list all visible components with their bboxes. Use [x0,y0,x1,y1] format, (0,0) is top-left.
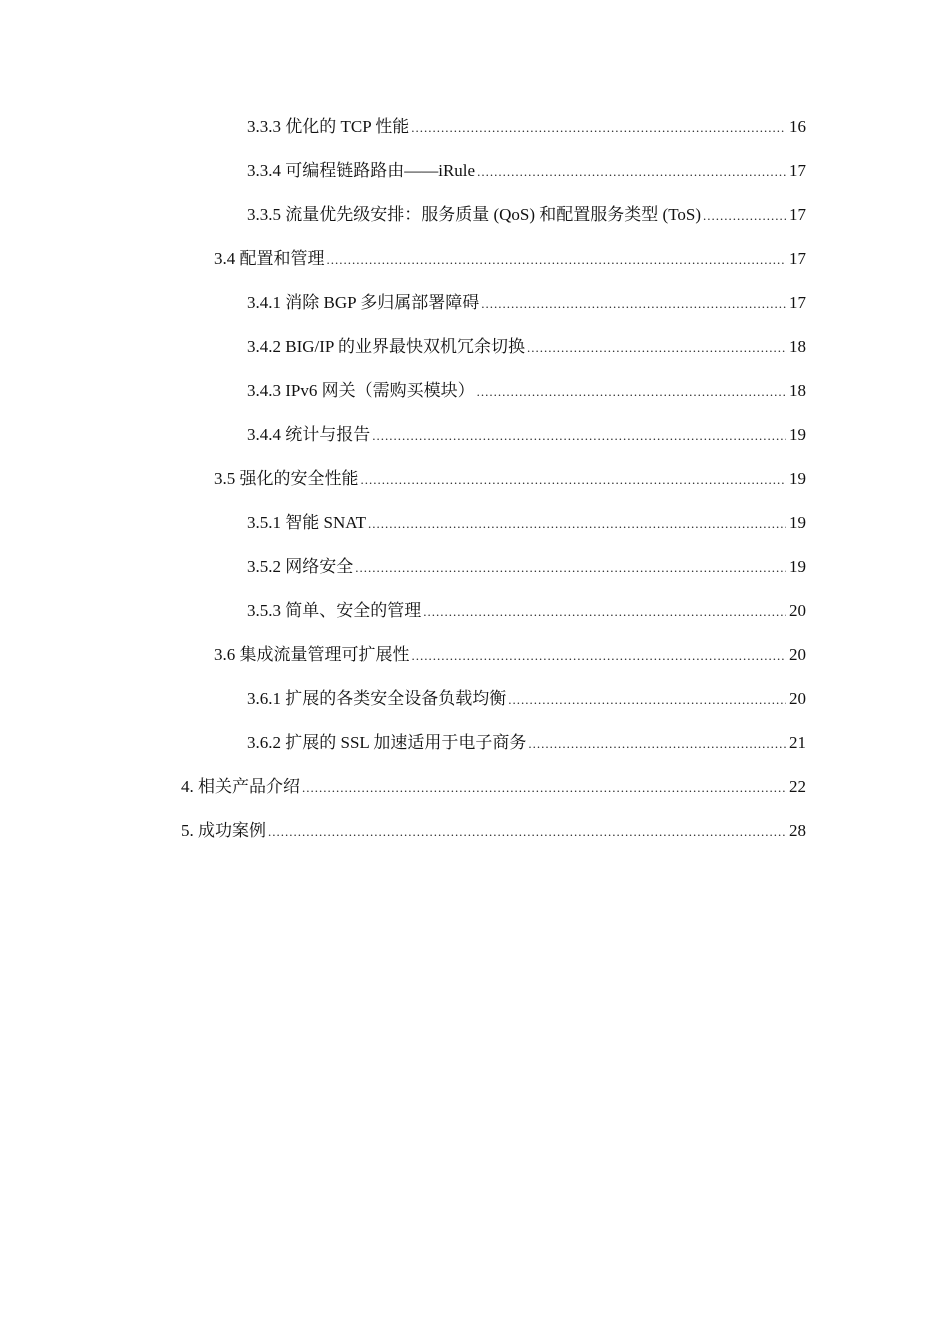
toc-entry-3-4[interactable] [214,246,806,272]
toc-entry-page: 20 [789,645,806,664]
toc-entry-3-5-1[interactable] [247,510,806,536]
toc-leader-dots [302,775,786,801]
toc-entry-label: 3.4.4 统计与报告 [247,425,371,444]
toc-entry-3-6-1[interactable] [247,686,806,712]
toc-entry-label: 3.5.3 简单、安全的管理 [247,601,422,620]
toc-leader-dots [477,379,786,405]
toc-entry-4[interactable] [181,774,806,800]
toc-leader-dots [423,599,786,625]
toc-entry-page: 16 [789,117,806,136]
toc-entry-page: 19 [789,469,806,488]
toc-leader-dots [355,555,786,581]
toc-entry-label: 3.5 强化的安全性能 [214,469,359,488]
toc-leader-dots [508,687,786,713]
toc-leader-dots [481,291,786,317]
toc-entry-label: 3.4.1 消除 BGP 多归属部署障碍 [247,293,480,312]
toc-entry-label: 5. 成功案例 [181,821,266,840]
toc-entry-label: 3.6 集成流量管理可扩展性 [214,645,410,664]
toc-entry-3-3-5[interactable] [247,202,806,228]
toc-leader-dots [372,423,786,449]
toc-entry-label: 3.4 配置和管理 [214,249,325,268]
toc-entry-page: 19 [789,425,806,444]
toc-entry-page: 18 [789,337,806,356]
toc-leader-dots [527,335,786,361]
toc-entry-page: 17 [789,249,806,268]
toc-leader-dots [528,731,786,757]
toc-entry-3-6-2[interactable] [247,730,806,756]
toc-entry-3-3-4[interactable] [247,158,806,184]
toc-leader-dots [412,643,787,669]
toc-entry-label: 3.5.1 智能 SNAT [247,513,367,532]
toc-entry-page: 28 [789,821,806,840]
toc-entry-label: 3.6.1 扩展的各类安全设备负载均衡 [247,689,507,708]
toc-entry-3-6[interactable] [214,642,806,668]
toc-leader-dots [411,115,786,141]
toc-entry-3-4-2[interactable] [247,334,806,360]
toc-entry-page: 20 [789,601,806,620]
toc-entry-label: 3.3.5 流量优先级安排：服务质量 (QoS) 和配置服务类型 (ToS) [247,205,702,224]
toc-entry-3-5-3[interactable] [247,598,806,624]
toc-entry-page: 21 [789,733,806,752]
toc-leader-dots [368,511,786,537]
toc-entry-page: 17 [789,161,806,180]
toc-entry-3-4-4[interactable] [247,422,806,448]
toc-entry-label: 3.6.2 扩展的 SSL 加速适用于电子商务 [247,733,527,752]
toc-leader-dots [477,159,786,185]
toc-entry-3-4-1[interactable] [247,290,806,316]
toc-entry-page: 20 [789,689,806,708]
toc-leader-dots [361,467,787,493]
toc-entry-3-3-3[interactable] [247,114,806,140]
toc-entry-label: 3.3.4 可编程链路路由——iRule [247,161,476,180]
toc-leader-dots [268,819,786,845]
toc-entry-page: 17 [789,293,806,312]
toc-entry-5[interactable] [181,818,806,844]
toc-entry-label: 3.3.3 优化的 TCP 性能 [247,117,410,136]
toc-entry-label: 3.4.2 BIG/IP 的业界最快双机冗余切换 [247,337,525,356]
toc-entry-label: 4. 相关产品介绍 [181,777,300,796]
toc-entry-3-4-3[interactable] [247,378,806,404]
toc-entry-3-5-2[interactable] [247,554,806,580]
toc-entry-page: 19 [789,513,806,532]
toc-entry-label: 3.5.2 网络安全 [247,557,354,576]
toc-entry-page: 19 [789,557,806,576]
toc-entry-page: 18 [789,381,806,400]
toc-entry-page: 22 [789,777,806,796]
toc-leader-dots [327,247,787,273]
toc-entry-label: 3.4.3 IPv6 网关（需购买模块） [247,381,475,400]
toc-leader-dots [703,203,786,229]
toc-entry-page: 17 [789,205,806,224]
toc-entry-3-5[interactable] [214,466,806,492]
